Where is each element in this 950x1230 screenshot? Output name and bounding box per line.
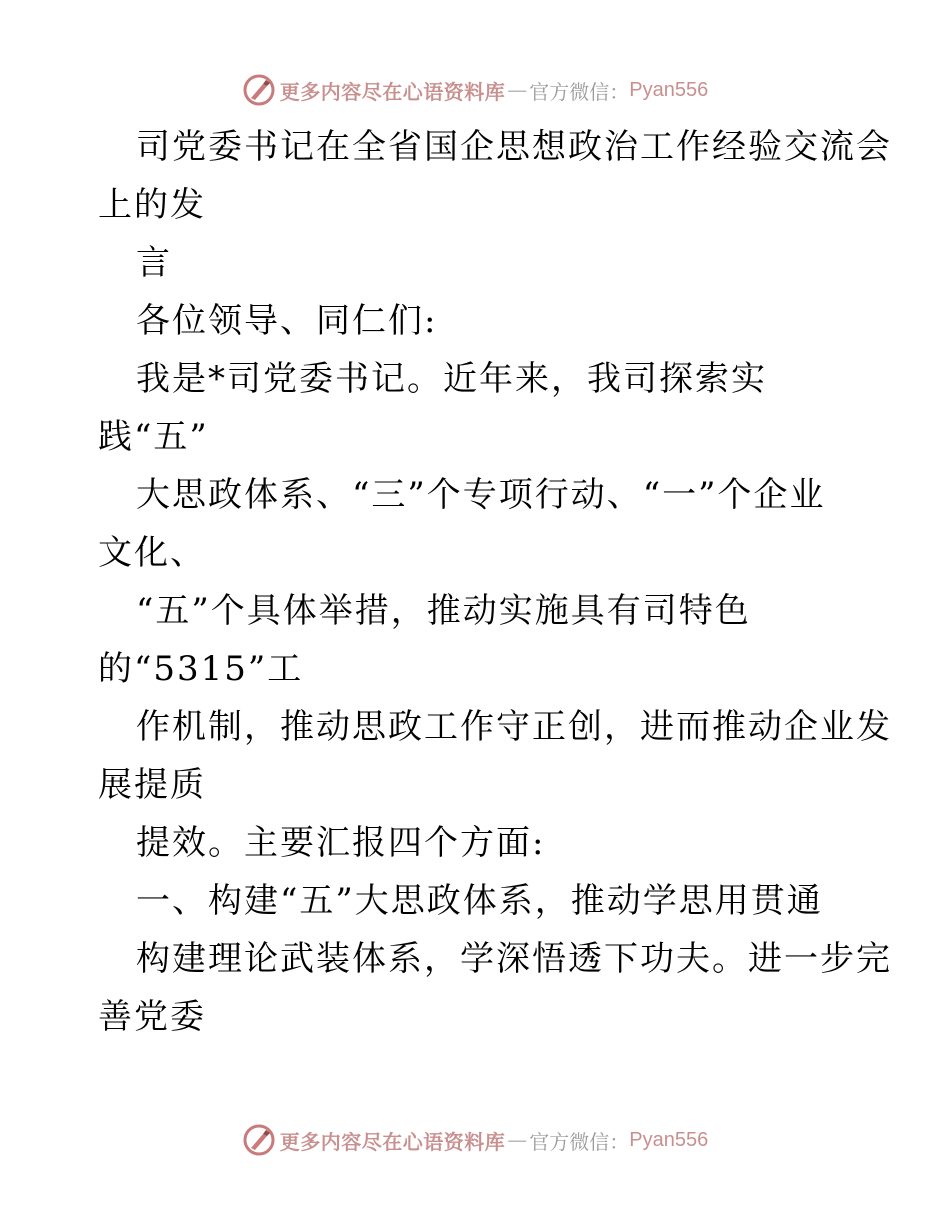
text-line: 文化、 — [98, 533, 206, 573]
text-line: 各位领导、同仁们: — [136, 301, 438, 341]
header-watermark — [0, 70, 950, 110]
pen-logo-icon — [242, 73, 276, 107]
text-line: 司党委书记在全省国企思想政治工作经验交流会 — [136, 127, 892, 167]
text-line: 的“5315”工 — [98, 649, 304, 689]
text-line: 一、构建“五”大思政体系，推动学思用贯通 — [136, 881, 823, 921]
watermark-text: 更多内容尽在心语资料库 — [279, 79, 506, 104]
watermark-text: 更多内容尽在心语资料库 — [279, 1129, 506, 1154]
watermark-wechat-label: 官方微信： — [529, 79, 630, 104]
text-line: 善党委 — [98, 997, 206, 1037]
watermark-wechat-id: Pyan556 — [629, 78, 709, 101]
text-line: “五”个具体举措，推动实施具有司特色 — [136, 591, 751, 631]
watermark-separator: — — [507, 1128, 528, 1152]
text-line: 上的发 — [98, 185, 206, 225]
document-body — [98, 118, 892, 1046]
watermark-wechat-label: 官方微信： — [529, 1129, 630, 1154]
text-line: 构建理论武装体系，学深悟透下功夫。进一步完 — [136, 939, 892, 979]
text-line: 大思政体系、“三”个专项行动、“一”个企业 — [136, 475, 826, 515]
watermark-wechat-id: Pyan556 — [629, 1128, 709, 1151]
text-line: 我是*司党委书记。近年来，我司探索实 — [136, 359, 767, 399]
text-line: 作机制，推动思政工作守正创，进而推动企业发 — [136, 707, 892, 747]
text-line: 展提质 — [98, 765, 206, 805]
text-line: 言 — [136, 243, 172, 283]
pen-logo-icon — [242, 1123, 276, 1157]
footer-watermark — [0, 1120, 950, 1160]
text-line: 践“五” — [98, 417, 209, 457]
watermark-separator: — — [507, 78, 528, 102]
text-line: 提效。主要汇报四个方面: — [136, 823, 546, 863]
